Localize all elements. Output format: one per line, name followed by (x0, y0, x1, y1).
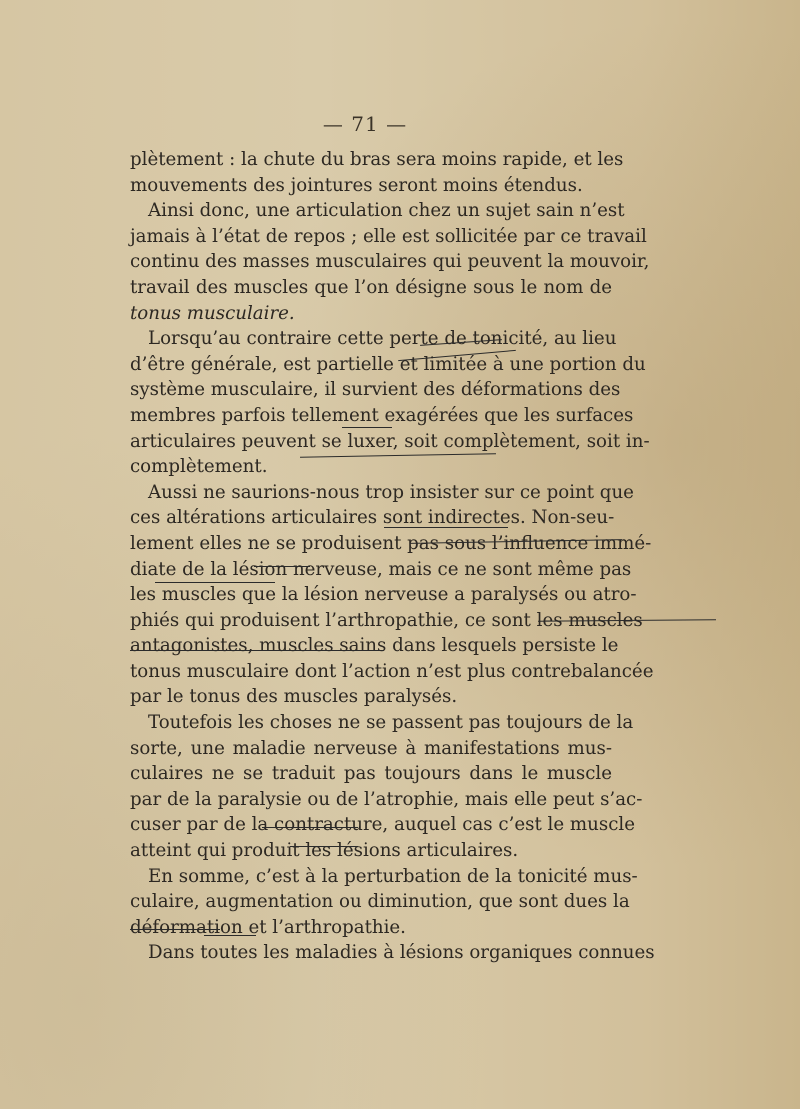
text-line: sorte, une maladie nerveuse à manifestations mus- (130, 737, 612, 759)
text-line: par le tonus des muscles paralysés. (130, 686, 458, 708)
pen-overline-muscles (155, 582, 275, 583)
pen-underline-lesion (254, 566, 310, 567)
paragraph-1 (130, 147, 624, 198)
page-number: — 71 — (322, 112, 408, 136)
text-line: Aussi ne saurions-nous trop insister sur ce point que (148, 481, 634, 503)
text-line: système musculaire, il survient des déformations des (130, 379, 621, 401)
text-line: articulaires peuvent se luxer, soit complètement, soit in- (130, 430, 650, 452)
text-line: ces altérations articulaires sont indirectes. Non-seu- (130, 507, 615, 529)
body-text (130, 147, 655, 966)
text-line: cuser par de la contracture, auquel cas c’est le muscle (130, 814, 635, 836)
text-line: par de la paralysie ou de l’atrophie, mais elle peut s’ac- (130, 788, 643, 810)
pen-overline-toutes (204, 935, 256, 936)
paragraph-3 (130, 326, 650, 480)
text-line: d’être générale, est partielle et limitée à une portion du (130, 353, 646, 375)
paragraph-2 (130, 198, 650, 326)
pen-mark-lesions (290, 846, 358, 847)
text-line: phiés qui produisent l’arthropathie, ce sont les muscles (130, 609, 643, 631)
pen-underline-indirectes (384, 527, 508, 528)
text-line: En somme, c’est à la perturbation de la tonicité mus- (148, 865, 638, 887)
paragraph-5 (130, 710, 643, 864)
text-line: culaires ne se traduit pas toujours dans le muscle (130, 763, 612, 785)
text-line: mouvements des jointures seront moins étendus. (130, 174, 583, 196)
text-line: jamais à l’état de repos ; elle est sollicitée par ce travail (130, 225, 647, 247)
text-line: culaire, augmentation ou diminution, que sont dues la (130, 891, 630, 913)
text-line: Lorsqu’au contraire cette perte de tonicité, au lieu (148, 328, 617, 350)
text-line: Toutefois les choses ne se passent pas toujours de la (148, 712, 634, 734)
text-line: membres parfois tellement exagérées que les surfaces (130, 404, 634, 426)
text-line: Dans toutes les maladies à lésions organiques connues (148, 942, 655, 964)
text-line: lement elles ne se produisent pas sous l’influence immé- (130, 532, 652, 554)
text-line: atteint qui produit les lésions articulaires. (130, 840, 519, 862)
text-line: tonus musculaire dont l’action n’est plus contrebalancée (130, 660, 654, 682)
text-line: tonus musculaire. (130, 302, 295, 324)
text-line: plètement : la chute du bras sera moins rapide, et les (130, 149, 624, 170)
text-line: déformation et l’arthropathie. (130, 916, 406, 938)
text-line: les muscles que la lésion nerveuse a paralysés ou atro- (130, 584, 637, 606)
text-line: antagonistes, muscles sains dans lesquels persiste le (130, 635, 619, 657)
pen-underline-contracture (262, 827, 358, 828)
text-line: Ainsi donc, une articulation chez un sujet sain n’est (148, 200, 625, 222)
text-line: travail des muscles que l’on désigne sous le nom de (130, 276, 612, 298)
paragraph-4 (130, 480, 654, 710)
pen-mark-tellement (342, 427, 392, 428)
pen-underline-antagonistes (130, 650, 384, 651)
text-line: complètement. (130, 456, 268, 478)
paragraph-7 (130, 940, 655, 966)
text-line: continu des masses musculaires qui peuvent la mouvoir, (130, 251, 650, 273)
text-line: diate de la lésion nerveuse, mais ce ne sont même pas (130, 558, 632, 580)
pen-underline-deformation (130, 929, 220, 930)
